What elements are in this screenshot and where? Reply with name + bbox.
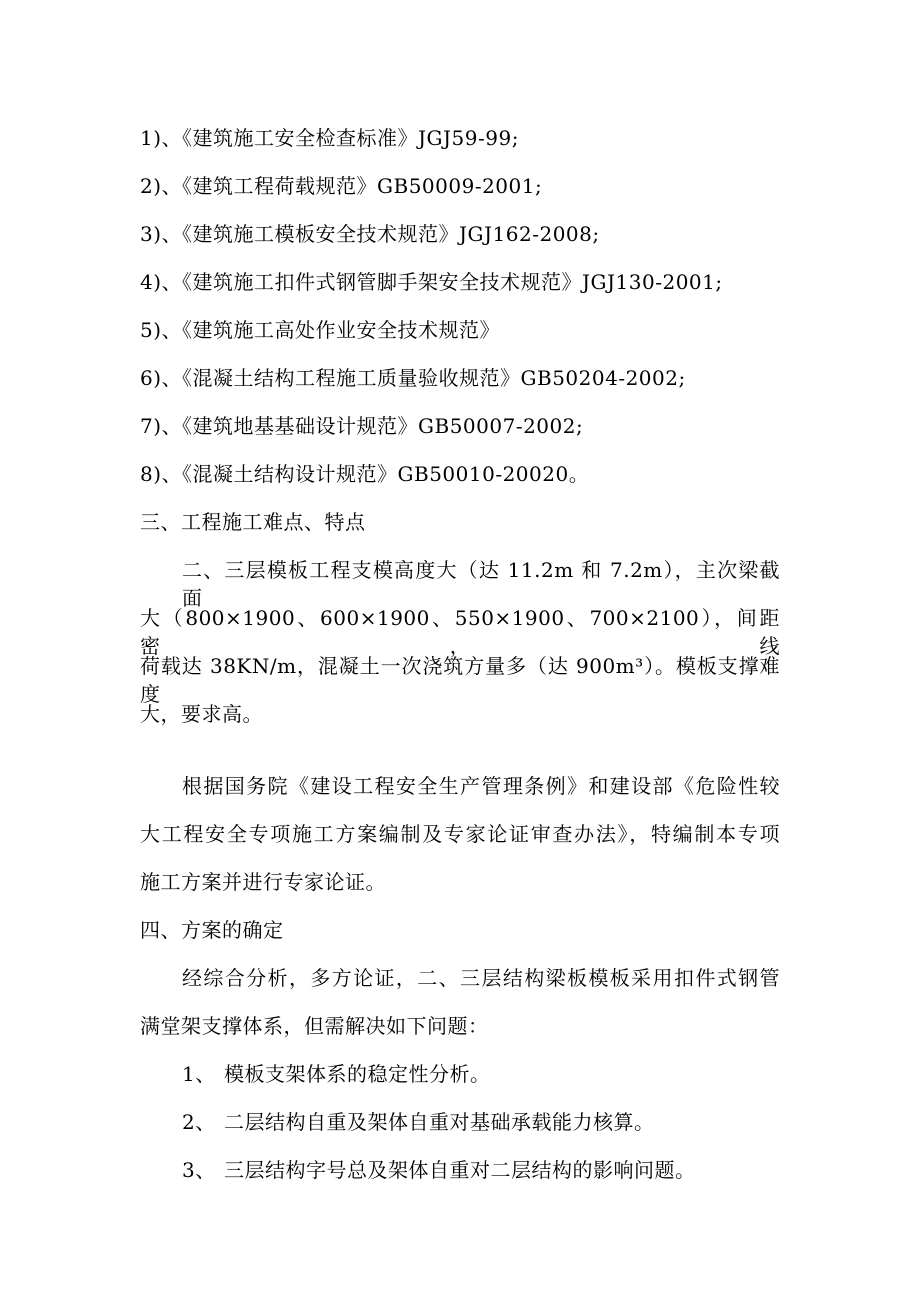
reference-item-2: 2)、《建筑工程荷载规范》GB50009-2001; bbox=[140, 174, 543, 198]
section-3-para1-line-4: 大，要求高。 bbox=[140, 702, 263, 726]
reference-item-8: 8)、《混凝土结构设计规范》GB50010-20020。 bbox=[140, 462, 590, 486]
issue-item-1 bbox=[182, 1060, 491, 1088]
section-3-para2-line-2: 大工程安全专项施工方案编制及专家论证审查办法》，特编制本专项 bbox=[140, 822, 780, 846]
section-4-heading: 四、方案的确定 bbox=[140, 918, 284, 942]
section-3-para2-line-1: 根据国务院《建设工程安全生产管理条例》和建设部《危险性较 bbox=[182, 774, 780, 798]
section-3-para1-line-3: 荷载达 38KN/m，混凝土一次浇筑方量多（达 900m³）。模板支撑难度 bbox=[140, 654, 780, 706]
reference-item-3: 3)、《建筑施工模板安全技术规范》JGJ162-2008; bbox=[140, 222, 600, 246]
section-4-para-line-2: 满堂架支撑体系，但需解决如下问题： bbox=[140, 1014, 489, 1038]
issue-item-3 bbox=[182, 1156, 696, 1184]
section-3-para1-line-2: 大（800×1900、600×1900、550×1900、700×2100），间距密，线 bbox=[140, 606, 780, 658]
issue-item-2 bbox=[182, 1108, 655, 1136]
reference-item-4: 4)、《建筑施工扣件式钢管脚手架安全技术规范》JGJ130-2001; bbox=[140, 270, 723, 294]
reference-item-1: 1)、《建筑施工安全检查标准》JGJ59-99; bbox=[140, 126, 519, 150]
issue-item-text: 三层结构字号总及架体自重对二层结构的影响问题。 bbox=[224, 1158, 696, 1182]
section-3-para1-line-1: 二、三层模板工程支模高度大（达 11.2m 和 7.2m），主次梁截面 bbox=[182, 558, 780, 610]
issue-item-text: 二层结构自重及架体自重对基础承载能力核算。 bbox=[224, 1110, 655, 1134]
section-4-para-line-1: 经综合分析，多方论证，二、三层结构梁板模板采用扣件式钢管 bbox=[182, 966, 780, 990]
issue-item-number: 1、 bbox=[182, 1062, 216, 1086]
issue-item-text: 模板支架体系的稳定性分析。 bbox=[224, 1062, 491, 1086]
issue-item-number: 3、 bbox=[182, 1158, 216, 1182]
reference-item-7: 7)、《建筑地基基础设计规范》GB50007-2002; bbox=[140, 414, 584, 438]
issue-item-number: 2、 bbox=[182, 1110, 216, 1134]
reference-item-6: 6)、《混凝土结构工程施工质量验收规范》GB50204-2002; bbox=[140, 366, 686, 390]
section-3-para2-line-3: 施工方案并进行专家论证。 bbox=[140, 870, 386, 894]
section-3-heading: 三、工程施工难点、特点 bbox=[140, 510, 366, 534]
reference-item-5: 5)、《建筑施工高处作业安全技术规范》 bbox=[140, 318, 501, 342]
